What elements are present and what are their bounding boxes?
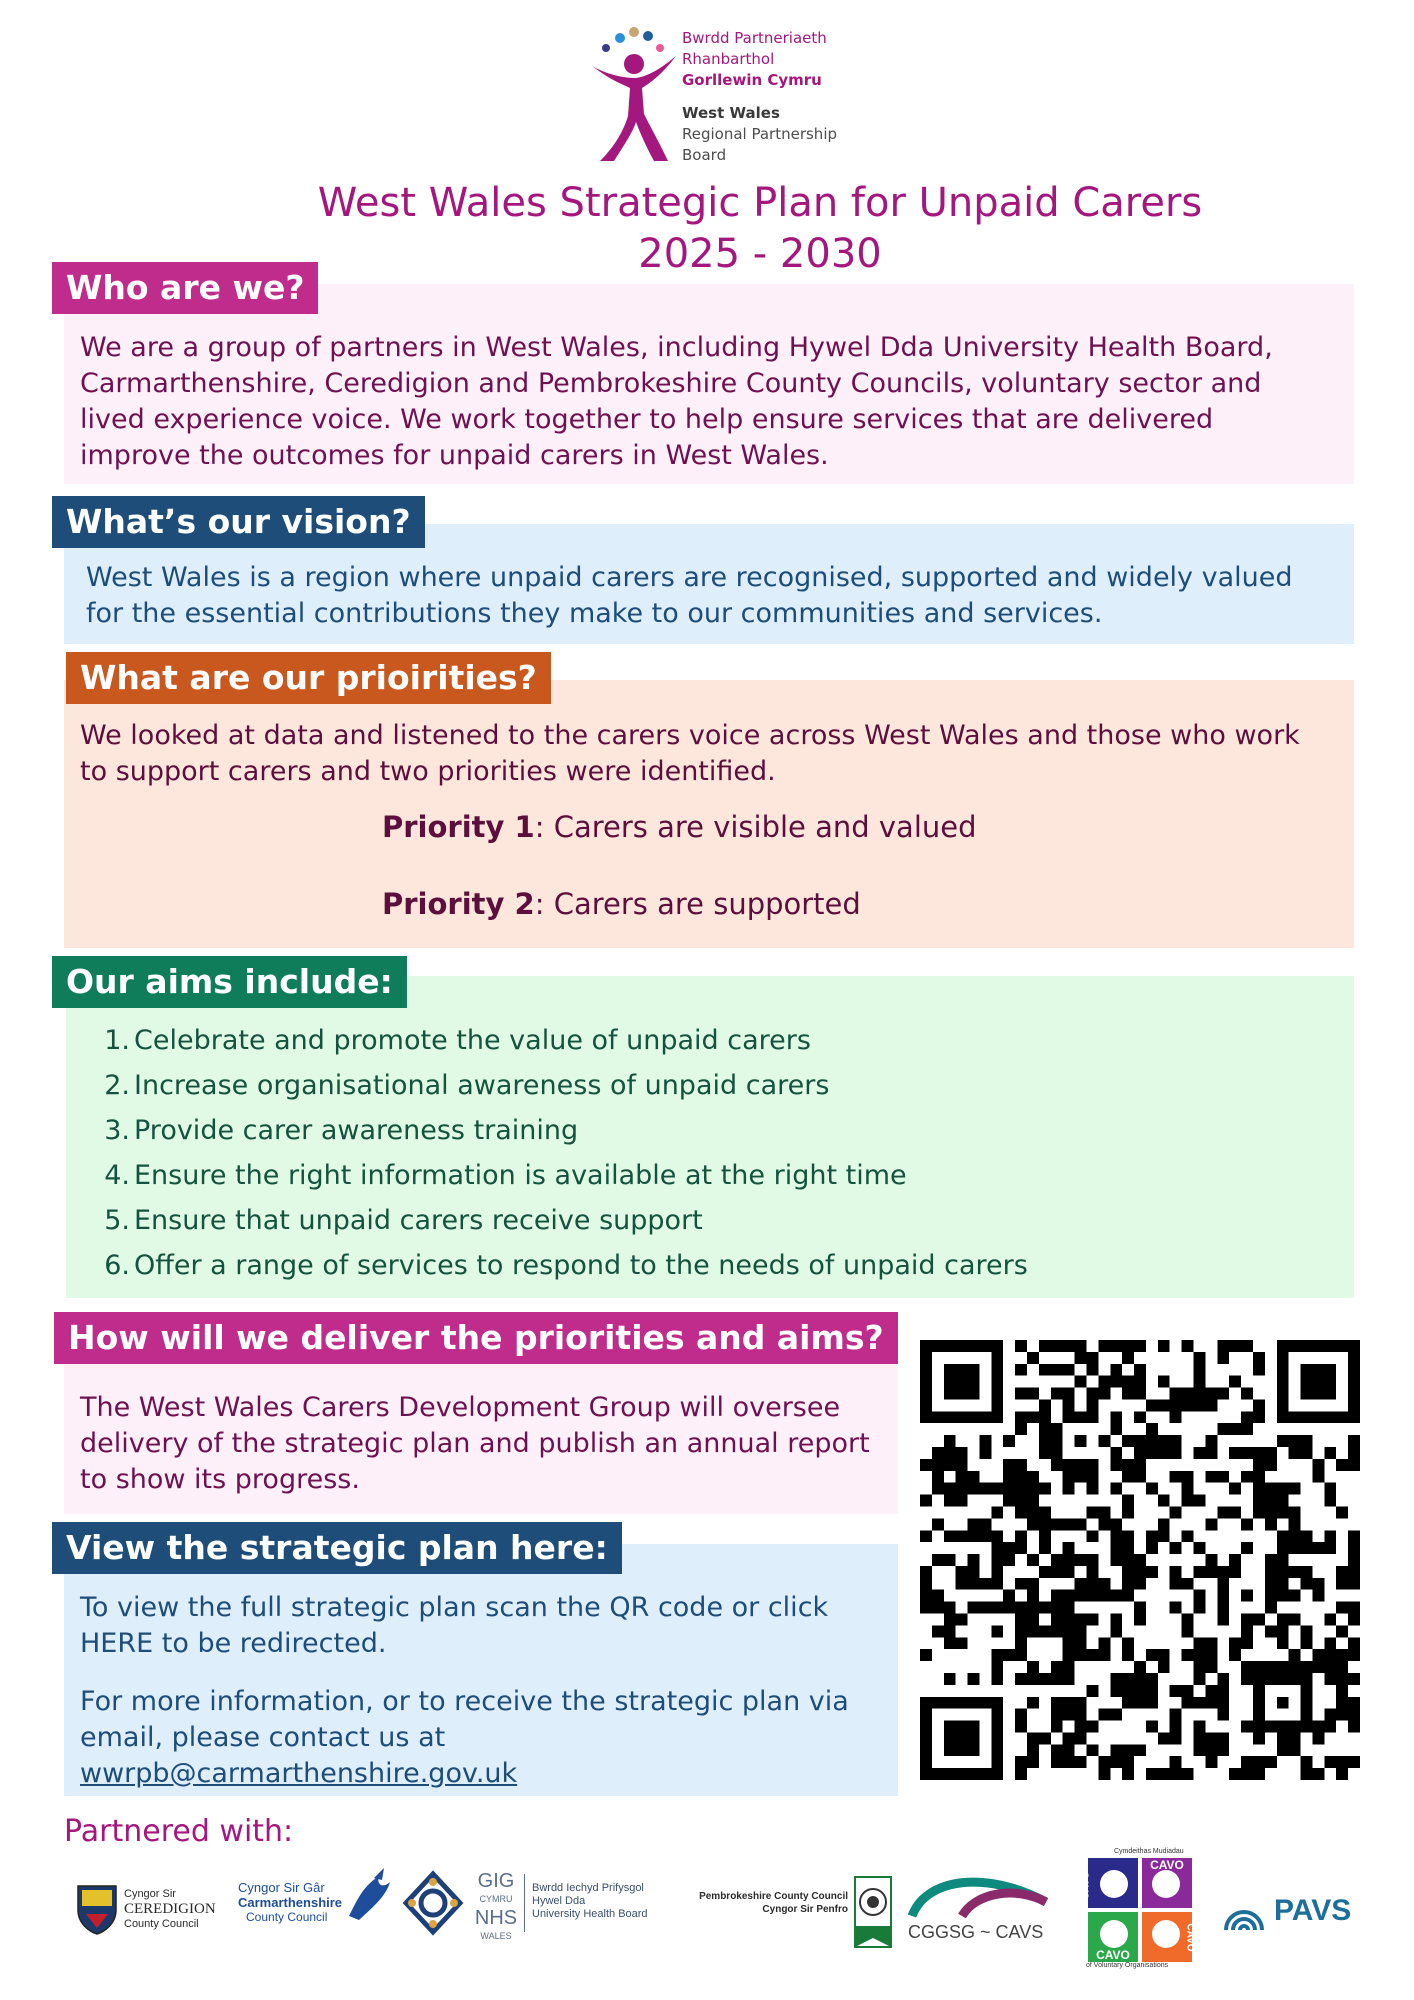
nhs-knot-icon <box>398 1868 468 1938</box>
logo-line-cy-1: Bwrdd Partneriaeth <box>682 29 827 47</box>
aims-list <box>96 1018 1028 1288</box>
deliver-text: The West Wales Carers Development Group will oversee delivery of the strategic plan and publish an annual report to show its progress. <box>80 1392 870 1495</box>
priority-2: Priority 2: Carers are supported <box>382 887 861 921</box>
dragon-icon <box>344 1866 394 1926</box>
deliver-heading: How will we deliver the priorities and aims? <box>54 1312 898 1364</box>
view-heading: View the strategic plan here: <box>52 1522 622 1574</box>
aims-heading: Our aims include: <box>52 956 407 1008</box>
cavs-logo: CGGSG ~ CAVS <box>906 1872 1054 1944</box>
document-title <box>220 178 1300 280</box>
logo-line-en-2: Regional Partnership <box>682 125 838 143</box>
pembrokeshire-crest-icon <box>854 1876 892 1948</box>
priorities-text: We looked at data and listened to the carers voice across West Wales and those who work to support carers and two priorities were identified. <box>80 720 1300 787</box>
ceredigion-crest-icon <box>74 1880 120 1936</box>
logo-line-en-1: West Wales <box>682 104 780 122</box>
view-text: To view the full strategic plan scan the QR code or click HERE to be redirected. For more information, or to receive the strategic plan via email, please contact us at wwrpb@carmarthenshire.gov.uk <box>80 1590 849 1792</box>
hywel-dda-logo: GIG CYMRU NHS WALES Bwrdd Iechyd Prifysgol Hywel Dda University Health Board <box>398 1868 684 1938</box>
rpb-logo-text <box>682 28 837 166</box>
aim-item: 6. Offer a range of services to respond to the needs of unpaid carers <box>104 1250 1028 1281</box>
contact-email-link[interactable]: wwrpb@carmarthenshire.gov.uk <box>80 1758 518 1789</box>
cavo-logo: CAVO CAVO CAVO CAVO Cymdeithas Mudiadau of Voluntary Organisations <box>1080 1848 1196 1969</box>
qr-code[interactable] <box>920 1340 1360 1780</box>
aim-item: 3. Provide carer awareness training <box>104 1115 579 1146</box>
vision-heading: What’s our vision? <box>52 496 425 548</box>
aim-item: 4. Ensure the right information is available at the right time <box>104 1160 907 1191</box>
logo-line-cy-2: Rhanbarthol <box>682 50 775 68</box>
aim-item: 5. Ensure that unpaid carers receive support <box>104 1205 703 1236</box>
logo-line-en-3: Board <box>682 146 727 164</box>
who-heading: Who are we? <box>52 262 318 314</box>
title-line-2: 2025 - 2030 <box>638 231 882 277</box>
aim-item: 2. Increase organisational awareness of unpaid carers <box>104 1070 830 1101</box>
priorities-heading: What are our prioirities? <box>66 652 551 704</box>
pavs-logo: PAVS <box>1222 1890 1362 1940</box>
pembrokeshire-logo: Pembrokeshire County Council Cyngor Sir Penfro <box>684 1876 894 1950</box>
pavs-arcs-icon <box>1222 1890 1266 1934</box>
who-text: We are a group of partners in West Wales, including Hywel Dda University Health Board, Carmarthenshire, Ceredigion and Pembrokeshire County Councils, voluntary sector and lived experience voice. We work together to help ensure services that are delivered improve the outcomes for unpaid carers in West Wales. <box>80 332 1273 471</box>
title-line-1: West Wales Strategic Plan for Unpaid Carers <box>317 180 1203 226</box>
partnered-heading: Partnered with: <box>64 1814 294 1849</box>
ceredigion-logo: Cyngor Sir CEREDIGION County Council <box>74 1880 224 1940</box>
carmarthenshire-logo: Cyngor Sir Gâr Carmarthenshire County Council <box>232 1866 392 1936</box>
rpb-figure-icon <box>582 26 682 166</box>
aim-item: 1. Celebrate and promote the value of unpaid carers <box>104 1025 811 1056</box>
priority-1: Priority 1: Carers are visible and valued <box>382 810 977 844</box>
vision-text: West Wales is a region where unpaid carers are recognised, supported and widely valued for the essential contributions they make to our communities and services. <box>86 562 1293 629</box>
logo-line-cy-3: Gorllewin Cymru <box>682 71 822 89</box>
cavs-arch-icon <box>906 1872 1054 1918</box>
